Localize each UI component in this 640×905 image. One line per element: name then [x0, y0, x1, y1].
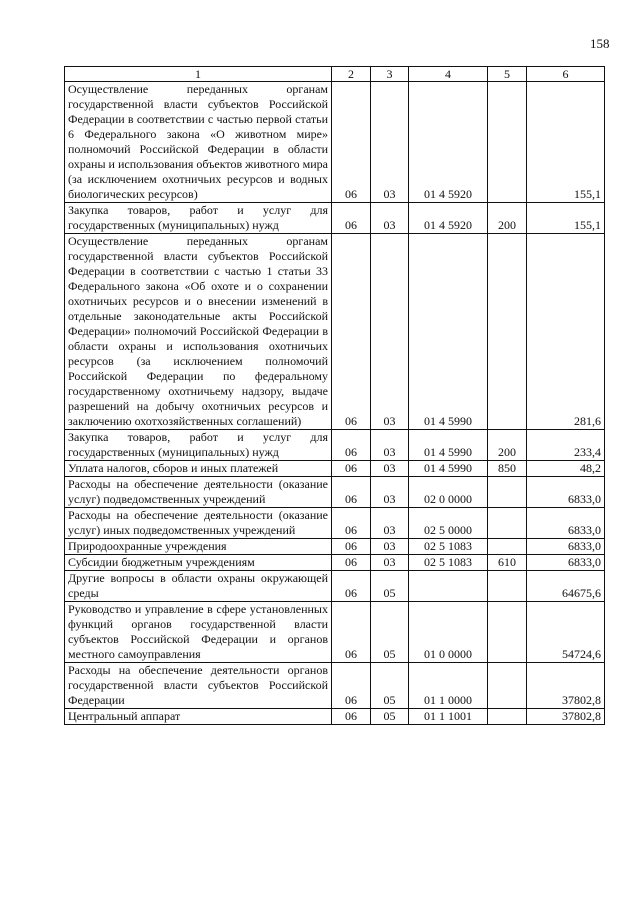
table-row [65, 571, 605, 602]
subsection-code-cell: 03 [371, 430, 409, 461]
table-row [65, 508, 605, 539]
target-article-cell: 01 4 5990 [409, 234, 488, 430]
amount-cell: 155,1 [527, 82, 605, 203]
expense-type-cell [488, 234, 527, 430]
subsection-code-cell: 05 [371, 709, 409, 725]
expense-type-cell: 200 [488, 430, 527, 461]
row-name-cell: Руководство и управление в сфере установленных функций органов государственной власти субъектов Российской Федерации и органов местного самоуправления [65, 602, 332, 663]
target-article-cell: 02 5 1083 [409, 555, 488, 571]
table-row [65, 709, 605, 725]
table-row [65, 663, 605, 709]
budget-table [64, 66, 605, 725]
column-header: 2 [332, 67, 371, 82]
subsection-code-cell: 03 [371, 539, 409, 555]
row-name-cell: Центральный аппарат [65, 709, 332, 725]
table-row [65, 430, 605, 461]
amount-cell: 6833,0 [527, 539, 605, 555]
subsection-code-cell: 03 [371, 203, 409, 234]
table-row [65, 461, 605, 477]
subsection-code-cell: 05 [371, 663, 409, 709]
amount-cell: 37802,8 [527, 709, 605, 725]
expense-type-cell [488, 82, 527, 203]
row-name-cell: Осуществление переданных органам государственной власти субъектов Российской Федерации в соответствии с частью 1 статьи 33 Федерального закона «Об охоте и о сохранении охотничьих ресурсов и о внесении изменений в отдельные законодательные акты Российской Федерации» полномочий Российской Федерации в области охраны и использования охотничьих ресурсов (за исключением полномочий Российской Федерации по федеральному государственному охотничьему надзору, выдаче разрешений на добычу охотничьих ресурсов и заключению охотхозяйственных соглашений) [65, 234, 332, 430]
section-code-cell: 06 [332, 709, 371, 725]
subsection-code-cell: 03 [371, 234, 409, 430]
row-name-cell: Природоохранные учреждения [65, 539, 332, 555]
expense-type-cell [488, 477, 527, 508]
column-header: 1 [65, 67, 332, 82]
table-row [65, 555, 605, 571]
target-article-cell: 01 4 5990 [409, 461, 488, 477]
section-code-cell: 06 [332, 555, 371, 571]
row-name-cell: Субсидии бюджетным учреждениям [65, 555, 332, 571]
section-code-cell: 06 [332, 461, 371, 477]
section-code-cell: 06 [332, 663, 371, 709]
amount-cell: 6833,0 [527, 508, 605, 539]
expense-type-cell: 850 [488, 461, 527, 477]
row-name-cell: Осуществление переданных органам государственной власти субъектов Российской Федерации в соответствии с частью первой статьи 6 Федерального закона «О животном мире» полномочий Российской Федерации в области охраны и использования объектов животного мира (за исключением охотничьих ресурсов и водных биологических ресурсов) [65, 82, 332, 203]
expense-type-cell [488, 539, 527, 555]
section-code-cell: 06 [332, 203, 371, 234]
column-header: 6 [527, 67, 605, 82]
section-code-cell: 06 [332, 508, 371, 539]
row-name-cell: Расходы на обеспечение деятельности (оказание услуг) иных подведомственных учреждений [65, 508, 332, 539]
expense-type-cell [488, 508, 527, 539]
expense-type-cell [488, 663, 527, 709]
section-code-cell: 06 [332, 602, 371, 663]
amount-cell: 54724,6 [527, 602, 605, 663]
column-header: 4 [409, 67, 488, 82]
section-code-cell: 06 [332, 82, 371, 203]
table-row [65, 477, 605, 508]
table-row [65, 203, 605, 234]
target-article-cell: 01 1 0000 [409, 663, 488, 709]
row-name-cell: Закупка товаров, работ и услуг для государственных (муниципальных) нужд [65, 203, 332, 234]
section-code-cell: 06 [332, 539, 371, 555]
subsection-code-cell: 03 [371, 508, 409, 539]
amount-cell: 64675,6 [527, 571, 605, 602]
amount-cell: 233,4 [527, 430, 605, 461]
target-article-cell: 01 1 1001 [409, 709, 488, 725]
amount-cell: 155,1 [527, 203, 605, 234]
amount-cell: 6833,0 [527, 477, 605, 508]
subsection-code-cell: 03 [371, 477, 409, 508]
target-article-cell: 02 5 1083 [409, 539, 488, 555]
row-name-cell: Уплата налогов, сборов и иных платежей [65, 461, 332, 477]
subsection-code-cell: 03 [371, 555, 409, 571]
row-name-cell: Закупка товаров, работ и услуг для государственных (муниципальных) нужд [65, 430, 332, 461]
amount-cell: 281,6 [527, 234, 605, 430]
section-code-cell: 06 [332, 234, 371, 430]
section-code-cell: 06 [332, 477, 371, 508]
amount-cell: 37802,8 [527, 663, 605, 709]
table-row [65, 539, 605, 555]
table-row [65, 82, 605, 203]
table-header-row [65, 67, 605, 82]
target-article-cell: 01 4 5920 [409, 82, 488, 203]
target-article-cell: 01 0 0000 [409, 602, 488, 663]
table-row [65, 602, 605, 663]
row-name-cell: Расходы на обеспечение деятельности органов государственной власти субъектов Российской Федерации [65, 663, 332, 709]
expense-type-cell: 610 [488, 555, 527, 571]
expense-type-cell [488, 571, 527, 602]
amount-cell: 6833,0 [527, 555, 605, 571]
subsection-code-cell: 05 [371, 602, 409, 663]
table-row [65, 234, 605, 430]
expense-type-cell: 200 [488, 203, 527, 234]
amount-cell: 48,2 [527, 461, 605, 477]
row-name-cell: Другие вопросы в области охраны окружающей среды [65, 571, 332, 602]
expense-type-cell [488, 709, 527, 725]
page-number: 158 [590, 36, 610, 51]
target-article-cell: 01 4 5990 [409, 430, 488, 461]
target-article-cell: 01 4 5920 [409, 203, 488, 234]
subsection-code-cell: 05 [371, 571, 409, 602]
expense-type-cell [488, 602, 527, 663]
row-name-cell: Расходы на обеспечение деятельности (оказание услуг) подведомственных учреждений [65, 477, 332, 508]
subsection-code-cell: 03 [371, 82, 409, 203]
section-code-cell: 06 [332, 430, 371, 461]
column-header: 3 [371, 67, 409, 82]
section-code-cell: 06 [332, 571, 371, 602]
target-article-cell: 02 0 0000 [409, 477, 488, 508]
column-header: 5 [488, 67, 527, 82]
subsection-code-cell: 03 [371, 461, 409, 477]
target-article-cell [409, 571, 488, 602]
target-article-cell: 02 5 0000 [409, 508, 488, 539]
